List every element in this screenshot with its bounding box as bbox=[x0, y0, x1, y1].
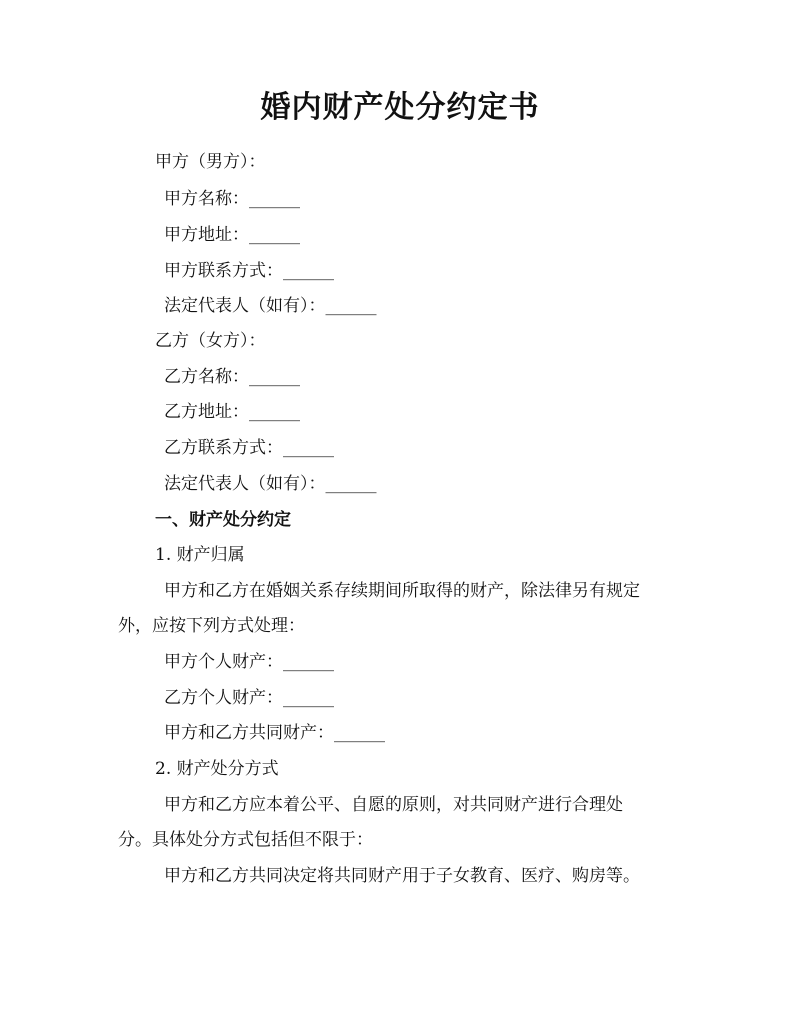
section-1-heading: 一、财产处分约定 bbox=[155, 510, 291, 530]
party-a-legal-rep: 法定代表人（如有）：______ bbox=[164, 296, 377, 316]
party-a-personal-property: 甲方个人财产：______ bbox=[164, 652, 334, 672]
document-title: 婚内财产处分约定书 bbox=[260, 90, 540, 125]
party-b-personal-property: 乙方个人财产：______ bbox=[164, 688, 334, 708]
party-a-address: 甲方地址：______ bbox=[164, 225, 300, 245]
party-b-contact: 乙方联系方式：______ bbox=[164, 438, 334, 458]
subsection-2-paragraph-line-1: 甲方和乙方应本着公平、自愿的原则，对共同财产进行合理处 bbox=[164, 795, 623, 815]
subsection-2-heading: 2. 财产处分方式 bbox=[155, 759, 279, 779]
party-b-legal-rep: 法定代表人（如有）：______ bbox=[164, 474, 377, 494]
subsection-1-paragraph-line-2: 外，应按下列方式处理： bbox=[118, 616, 305, 636]
party-a-contact: 甲方联系方式：______ bbox=[164, 261, 334, 281]
subsection-2-paragraph-line-2: 分。具体处分方式包括但不限于： bbox=[118, 830, 373, 850]
party-a-name: 甲方名称：______ bbox=[164, 189, 300, 209]
subsection-1-paragraph-line-1: 甲方和乙方在婚姻关系存续期间所取得的财产，除法律另有规定 bbox=[164, 581, 640, 601]
subsection-2-paragraph-3: 甲方和乙方共同决定将共同财产用于子女教育、医疗、购房等。 bbox=[164, 866, 640, 886]
subsection-1-heading: 1. 财产归属 bbox=[155, 545, 245, 565]
joint-property: 甲方和乙方共同财产：______ bbox=[164, 723, 385, 743]
party-b-heading: 乙方（女方）： bbox=[155, 331, 266, 351]
party-b-address: 乙方地址：______ bbox=[164, 402, 300, 422]
party-a-heading: 甲方（男方）： bbox=[155, 152, 266, 172]
party-b-name: 乙方名称：______ bbox=[164, 367, 300, 387]
